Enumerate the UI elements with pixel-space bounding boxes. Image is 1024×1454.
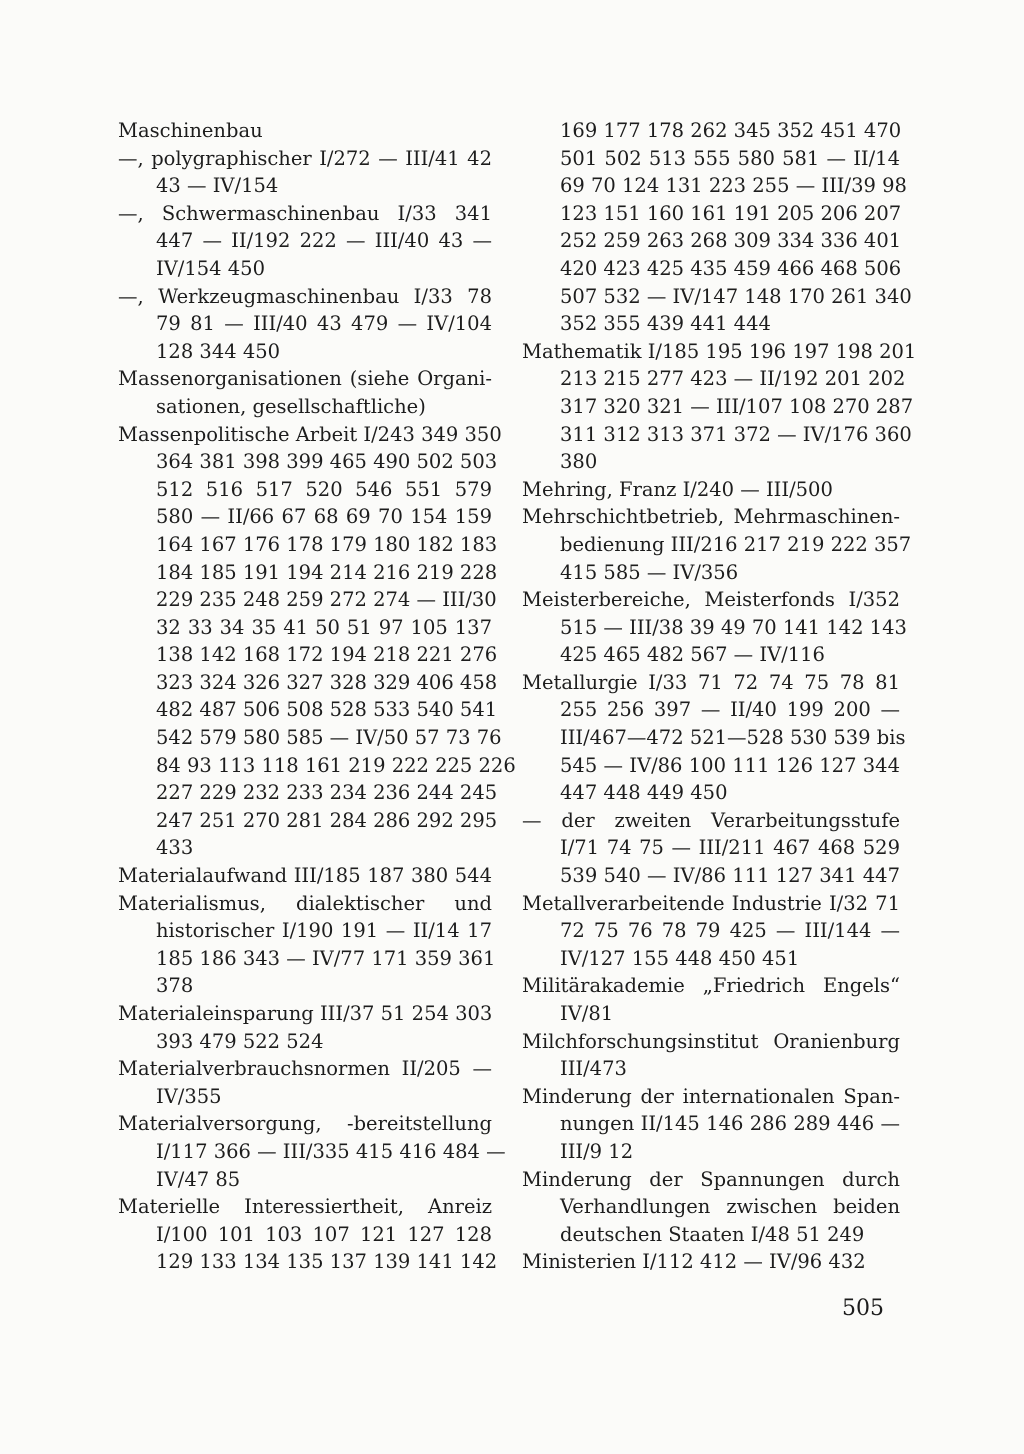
index-entry-continuation: 79 81 — III/40 43 479 — IV/104 (156, 312, 492, 336)
index-entry-continuation: 129 133 134 135 137 139 141 142 (156, 1250, 498, 1274)
index-entry: —, polygraphischer I/272 — III/41 42 (118, 146, 492, 170)
index-entry: Metallurgie I/33 71 72 74 75 78 81 (522, 670, 900, 694)
index-entry-continuation: IV/127 155 448 450 451 (560, 946, 800, 970)
index-entry-continuation: 539 540 — IV/86 111 127 341 447 (560, 864, 900, 888)
index-entry-continuation: 69 70 124 131 223 255 — III/39 98 (560, 174, 907, 198)
index-entry: Materialaufwand III/185 187 380 544 (118, 864, 492, 888)
index-entry-continuation: 415 585 — IV/356 (560, 560, 739, 584)
index-entry: —, Schwermaschinenbau I/33 341 (118, 201, 492, 225)
index-entry: Massenorganisationen (siehe Organi- (118, 367, 492, 391)
index-entry-continuation: Verhandlungen zwischen beiden (560, 1195, 900, 1219)
index-entry-continuation: 482 487 506 508 528 533 540 541 (156, 698, 498, 722)
index-entry-continuation: IV/355 (156, 1084, 222, 1108)
index-entry-continuation: 227 229 232 233 234 236 244 245 (156, 781, 498, 805)
index-entry-continuation: 580 — II/66 67 68 69 70 154 159 (156, 505, 492, 529)
index-entry-continuation: 184 185 191 194 214 216 219 228 (156, 560, 498, 584)
index-entry-continuation: 507 532 — IV/147 148 170 261 340 (560, 284, 912, 308)
index-entry-continuation: 72 75 76 78 79 425 — III/144 — (560, 919, 900, 943)
index-entry: —, Werkzeugmaschinenbau I/33 78 (118, 284, 492, 308)
index-entry: Massenpolitische Arbeit I/243 349 350 (118, 422, 502, 446)
index-entry-continuation: 512 516 517 520 546 551 579 (156, 477, 492, 501)
index-entry: Mehring, Franz I/240 — III/500 (522, 477, 833, 501)
index-entry-continuation: 425 465 482 567 — IV/116 (560, 643, 825, 667)
index-entry-continuation: I/117 366 — III/335 415 416 484 — (156, 1139, 506, 1163)
index-entry-continuation: III/9 12 (560, 1139, 634, 1163)
index-entry: Materialverbrauchsnormen II/205 — (118, 1057, 492, 1081)
index-entry-continuation: 185 186 343 — IV/77 171 359 361 (156, 946, 496, 970)
index-entry: Minderung der Spannungen durch (522, 1167, 900, 1191)
index-entry-continuation: 138 142 168 172 194 218 221 276 (156, 643, 498, 667)
index-entry-continuation: 364 381 398 399 465 490 502 503 (156, 450, 498, 474)
index-entry: Milchforschungsinstitut Oranienburg (522, 1029, 900, 1053)
index-entry-continuation: 352 355 439 441 444 (560, 312, 771, 336)
index-entry-continuation: 447 — II/192 222 — III/40 43 — (156, 229, 492, 253)
index-entry: Mathematik I/185 195 196 197 198 201 (522, 339, 917, 363)
index-entry-continuation: 420 423 425 435 459 466 468 506 (560, 256, 902, 280)
index-entry: Materialismus, dialektischer und (118, 891, 492, 915)
index-entry-continuation: III/473 (560, 1057, 627, 1081)
index-entry: Militärakademie „Friedrich Engels“ (522, 974, 900, 998)
index-entry-continuation: 164 167 176 178 179 180 182 183 (156, 532, 498, 556)
index-entry-continuation: 501 502 513 555 580 581 — II/14 (560, 146, 900, 170)
index-entry-continuation: 252 259 263 268 309 334 336 401 (560, 229, 902, 253)
index-entry: Maschinenbau (118, 119, 263, 142)
index-entry-continuation: nungen II/145 146 286 289 446 — (560, 1112, 900, 1136)
index-entry-continuation: sationen, gesellschaftliche) (156, 394, 426, 418)
index-entry: Materialversorgung, -bereitstellung (118, 1112, 492, 1136)
index-entry: Meisterbereiche, Meisterfonds I/352 (522, 588, 900, 612)
index-entry: — der zweiten Verarbeitungsstufe (522, 808, 900, 832)
index-entry-continuation: 229 235 248 259 272 274 — III/30 (156, 588, 497, 612)
index-entry-continuation: I/71 74 75 — III/211 467 468 529 (560, 836, 900, 860)
index-entry: Materialeinsparung III/37 51 254 303 (118, 1002, 493, 1025)
index-entry-continuation: 542 579 580 585 — IV/50 57 73 76 (156, 726, 502, 750)
index-entry: Ministerien I/112 412 — IV/96 432 (522, 1250, 866, 1274)
index-entry-continuation: 317 320 321 — III/107 108 270 287 (560, 394, 914, 418)
index-entry-continuation: 380 (560, 450, 598, 474)
index-entry: Materielle Interessiertheit, Anreiz (118, 1195, 492, 1219)
index-entry-continuation: 393 479 522 524 (156, 1029, 324, 1053)
index-entry-continuation: historischer I/190 191 — II/14 17 (156, 919, 492, 943)
index-entry-continuation: IV/81 (560, 1002, 614, 1025)
index-entry: Minderung der internationalen Span- (522, 1084, 900, 1108)
index-entry-continuation: I/100 101 103 107 121 127 128 (156, 1222, 492, 1246)
index-entry-continuation: 311 312 313 371 372 — IV/176 360 (560, 422, 912, 446)
index-entry-continuation: 84 93 113 118 161 219 222 225 226 (156, 753, 516, 777)
index-entry-continuation: bedienung III/216 217 219 222 357 (560, 532, 912, 556)
index-entry-continuation: 123 151 160 161 191 205 206 207 (560, 201, 902, 225)
index-entry-continuation: 32 33 34 35 41 50 51 97 105 137 (156, 615, 492, 639)
index-entry-continuation: 323 324 326 327 328 329 406 458 (156, 670, 498, 694)
index-entry-continuation: IV/47 85 (156, 1167, 241, 1191)
index-entry-continuation: 545 — IV/86 100 111 126 127 344 (560, 753, 900, 777)
index-entry-continuation: 378 (156, 974, 194, 998)
index-entry-continuation: 213 215 277 423 — II/192 201 202 (560, 367, 906, 391)
index-entry-continuation: 247 251 270 281 284 286 292 295 (156, 808, 498, 832)
index-entry: Metallverarbeitende Industrie I/32 71 (522, 891, 900, 915)
index-entry-continuation: 255 256 397 — II/40 199 200 — (560, 698, 900, 722)
index-entry-continuation: 447 448 449 450 (560, 781, 728, 805)
index-entry-continuation: III/467—472 521—528 530 539 bis (560, 726, 906, 750)
index-entry-continuation: 433 (156, 836, 194, 860)
index-entry: Mehrschichtbetrieb, Mehrmaschinen- (522, 505, 900, 529)
index-entry-continuation: 128 344 450 (156, 339, 281, 363)
index-entry-continuation: 169 177 178 262 345 352 451 470 (560, 119, 902, 142)
index-entry-continuation: deutschen Staaten I/48 51 249 (560, 1222, 865, 1246)
page-number: 505 (842, 1296, 884, 1321)
index-entry-continuation: 43 — IV/154 (156, 174, 279, 198)
index-entry-continuation: IV/154 450 (156, 256, 265, 280)
index-column-right (522, 117, 917, 1276)
index-entry-continuation: 515 — III/38 39 49 70 141 142 143 (560, 615, 907, 639)
index-column-left (118, 117, 516, 1276)
